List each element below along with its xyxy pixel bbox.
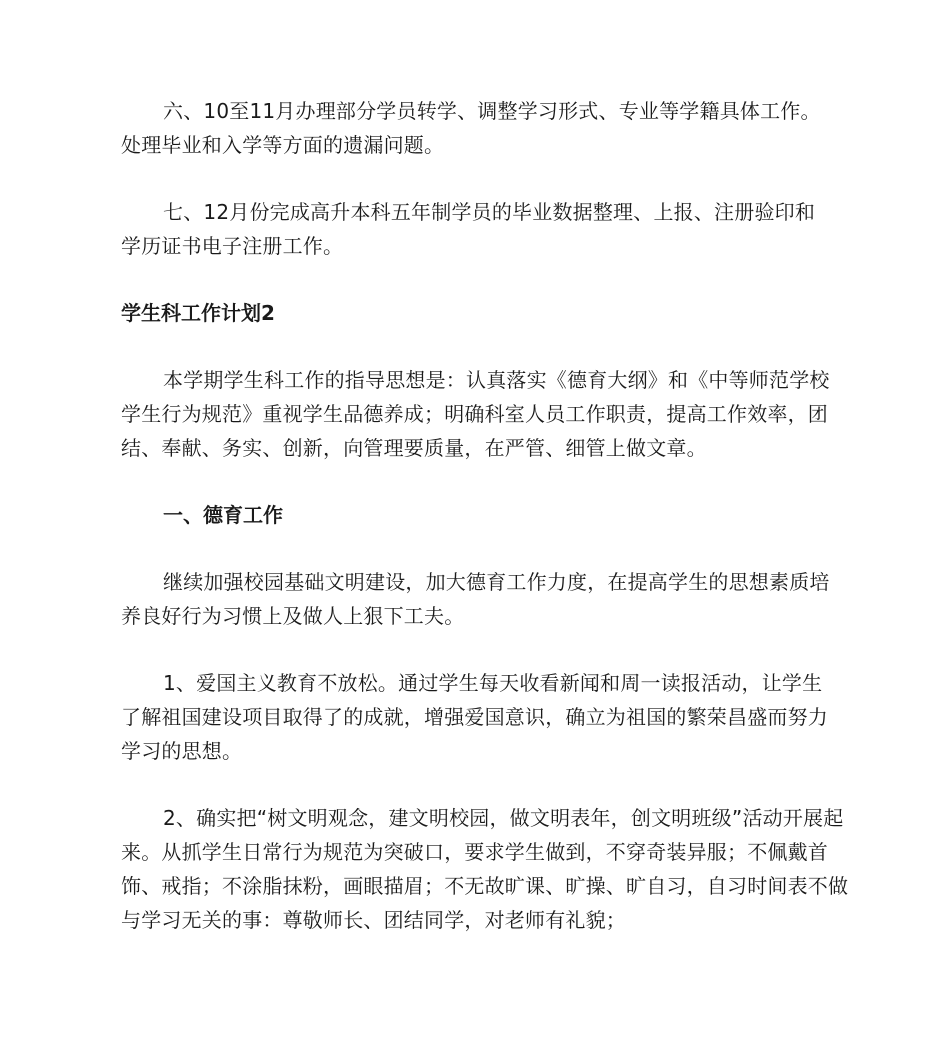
intro-paragraph: 本学期学生科工作的指导思想是：认真落实《德育大纲》和《中等师范学校学生行为规范》重视学生品德养成；明确科室人员工作职责，提高工作效率，团结、奉献、务实、创新，向管理要质量，在严管、细管上做文章。 xyxy=(121,368,830,460)
body-paragraph-civility: 2、确实把“树文明观念，建文明校园，做文明表年，创文明班级”活动开展起来。从抓学生日常行为规范为突破口，要求学生做到，不穿奇装异服；不佩戴首饰、戒指；不涂脂抹粉，画眼描眉；不无故旷课、旷操、旷自习，自习时间表不做与学习无关的事：尊敬师长、团结同学，对老师有礼貌； xyxy=(121,806,849,932)
document-page xyxy=(121,94,849,970)
paragraph-item-6: 六、10至11月办理部分学员转学、调整学习形式、专业等学籍具体工作。处理毕业和入学等方面的遗漏问题。 xyxy=(121,99,821,157)
section-title: 学生科工作计划2 xyxy=(121,301,275,325)
body-paragraph-patriotism: 1、爱国主义教育不放松。通过学生每天收看新闻和周一读报活动，让学生了解祖国建设项目取得了的成就，增强爱国意识，确立为祖国的繁荣昌盛而努力学习的思想。 xyxy=(121,671,828,763)
body-paragraph: 继续加强校园基础文明建设，加大德育工作力度，在提高学生的思想素质培养良好行为习惯上及做人上狠下工夫。 xyxy=(121,570,830,628)
paragraph-item-7: 七、12月份完成高升本科五年制学员的毕业数据整理、上报、注册验印和学历证书电子注册工作。 xyxy=(121,200,816,258)
subheading-moral-education: 一、德育工作 xyxy=(163,503,283,527)
